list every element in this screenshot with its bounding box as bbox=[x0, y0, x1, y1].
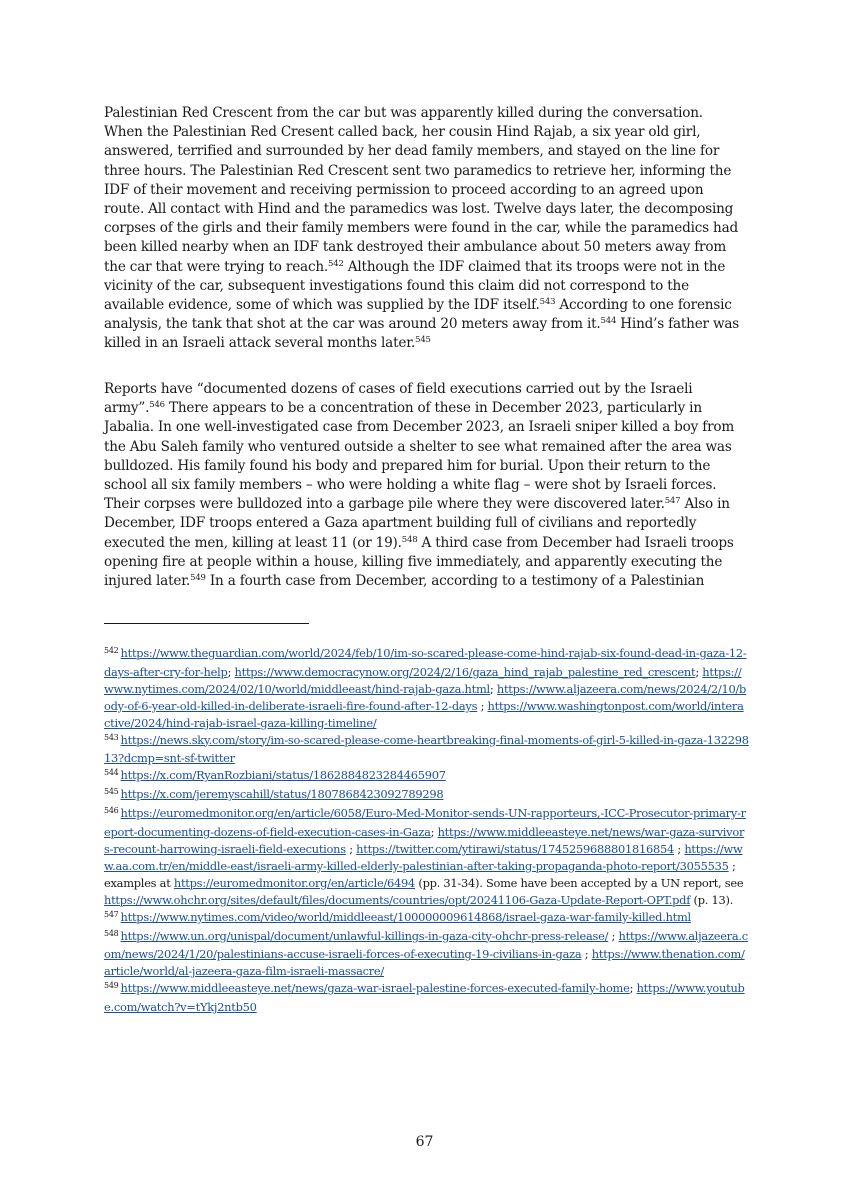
body-paragraph-2 bbox=[104, 380, 744, 605]
footnote-reference[interactable]: 547 bbox=[664, 496, 681, 507]
footnote-link[interactable]: https://www.thenation.com/article/world/al-jazeera-gaza-film-israeli-massacre/ bbox=[104, 947, 745, 979]
footnote-548 bbox=[104, 928, 749, 981]
footnote-link[interactable]: https://www.middleeasteye.net/news/war-gaza-survivors-recount-harrowing-israeli-field-executions bbox=[104, 825, 745, 856]
footnote-text: ; bbox=[608, 928, 619, 943]
text-run: Although the IDF claimed that its troops were not in the vicinity of the car, subsequent investigations found this claim did not correspond to the available evidence, some of which was supplied by the IDF itself. bbox=[104, 258, 726, 314]
footnote-link[interactable]: https://news.sky.com/story/im-so-scared-please-come-heartbreaking-final-moments-of-girl-5-killed-in-gaza-13229813?dcmp=snt-sf-twitter bbox=[104, 732, 749, 766]
footnote-link[interactable]: https://twitter.com/ytirawi/status/1745259688801816854 bbox=[356, 841, 674, 856]
footnote-547 bbox=[104, 909, 749, 928]
footnote-link[interactable]: https://euromedmonitor.org/en/article/6058/Euro-Med-Monitor-sends-UN-rapporteurs,-ICC-Prosecutor-primary-report-documenting-dozens-of-field-execution-cases-in-Gaza bbox=[104, 806, 746, 840]
footnote-reference[interactable]: 542 bbox=[328, 258, 344, 269]
footnote-link[interactable]: https://x.com/jeremyscahill/status/1807868423092789298 bbox=[120, 787, 444, 802]
text-run: There appears to be a concentration of these in December 2023, particularly in Jabalia. In one well-investigated case from December 2023, an Israeli sniper killed a boy from the Abu Saleh family who ventured outside a shelter to see what remained after the area was bulldozed. His family found his body and prepared him for burial. Upon their return to the school all six family members – who were holding a white flag – were shot by Israeli forces. Their corpses were bulldozed into a garbage pile where they were discovered later. bbox=[104, 400, 735, 513]
footnote-reference[interactable]: 546 bbox=[149, 400, 165, 411]
page-number: 67 bbox=[415, 1134, 434, 1150]
footnote-text: ; bbox=[489, 681, 497, 696]
footnote-text: ; bbox=[581, 947, 592, 962]
text-run: A third case from December had Israeli troops opening fire at people within a house, killing five immediately, and apparently executing the injured later. bbox=[104, 534, 734, 590]
footnotes-section bbox=[104, 645, 749, 1016]
footnote-reference[interactable]: 548 bbox=[401, 534, 418, 545]
footnote-number: 546 bbox=[104, 806, 119, 816]
footnote-text: ; bbox=[227, 664, 235, 679]
footnote-544 bbox=[104, 767, 749, 786]
footnote-text: ; bbox=[345, 841, 357, 856]
footnote-link[interactable]: https://www.nytimes.com/video/world/middleeast/100000009614868/israel-gaza-war-family-killed.html bbox=[120, 909, 691, 924]
footnote-link[interactable]: https://www.middleeasteye.net/news/gaza-war-israel-palestine-forces-executed-family-home bbox=[120, 981, 630, 996]
footnote-link[interactable]: https://www.aljazeera.com/news/2024/1/20/palestinians-accuse-israeli-forces-of-executing-19-civilians-in-gaza bbox=[104, 928, 748, 962]
footnote-reference[interactable]: 544 bbox=[600, 316, 617, 327]
paragraph-text bbox=[104, 380, 744, 591]
footnote-546 bbox=[104, 805, 749, 908]
body-paragraph-1 bbox=[104, 104, 744, 368]
footnote-text: (pp. 31-34). Some have been accepted by a UN report, see bbox=[415, 875, 744, 890]
footnote-number: 544 bbox=[104, 768, 119, 778]
footnote-number: 547 bbox=[104, 909, 119, 919]
footnote-link[interactable]: https://euromedmonitor.org/en/article/6494 bbox=[173, 875, 416, 890]
footnote-reference[interactable]: 549 bbox=[190, 573, 206, 584]
footnote-link[interactable]: https://www.aljazeera.com/news/2024/2/10/body-of-6-year-old-killed-in-deliberate-israeli-fire-found-after-12-days bbox=[104, 681, 747, 713]
footnote-number: 549 bbox=[104, 981, 119, 991]
footnote-number: 545 bbox=[104, 787, 119, 797]
footnote-text: ; bbox=[430, 825, 438, 840]
footnote-text: ; bbox=[695, 664, 703, 679]
footnote-number: 548 bbox=[104, 928, 119, 938]
text-run: Palestinian Red Crescent from the car but was apparently killed during the conversation. When the Palestinian Red Cresent called back, her cousin Hind Rajab, a six year old girl, answered, terrified and surrounded by her dead family members, and stayed on the line for three hours. The Palestinian Red Crescent sent two paramedics to retrieve her, informing the IDF of their movement and receiving permission to proceed according to an agreed upon route. All contact with Hind and the paramedics was lost. Twelve days later, the decomposing corpses of the girls and their family members were found in the car, while the paramedics had been killed nearby when an IDF tank destroyed their ambulance about 50 meters away from the car that were trying to reach. bbox=[104, 105, 738, 275]
footnote-link[interactable]: https://www.democracynow.org/2024/2/16/gaza_hind_rajab_palestine_red_crescent bbox=[234, 664, 696, 679]
footnote-text: ; examples at bbox=[104, 858, 736, 890]
text-run: Reports have “documented dozens of cases of field executions carried out by the Israeli army”. bbox=[104, 381, 693, 417]
footnote-text: ; bbox=[629, 981, 637, 996]
text-run: Hind’s father was killed in an Israeli attack several months later. bbox=[104, 316, 740, 352]
footnote-link[interactable]: https://www.youtube.com/watch?v=tYkj2ntb50 bbox=[104, 981, 745, 1015]
footnote-reference[interactable]: 545 bbox=[415, 335, 431, 346]
footnote-text: ; bbox=[477, 698, 488, 713]
footnote-separator bbox=[104, 623, 309, 624]
footnote-text: (p. 13). bbox=[690, 892, 734, 907]
paragraph-text bbox=[104, 104, 744, 354]
footnote-link[interactable]: https://x.com/RyanRozbiani/status/1862884823284465907 bbox=[120, 768, 446, 783]
footnote-link[interactable]: https://www.theguardian.com/world/2024/feb/10/im-so-scared-please-come-hind-rajab-six-found-dead-in-gaza-12-days-after-cry-for-help bbox=[104, 646, 747, 679]
footnote-link[interactable]: https://www.aa.com.tr/en/middle-east/israeli-army-killed-elderly-palestinian-after-taking-propaganda-photo-report/3055535 bbox=[104, 841, 743, 873]
text-run: In a fourth case from December, according to a testimony of a Palestinian bbox=[205, 573, 705, 590]
footnote-text: ; bbox=[674, 841, 685, 856]
footnote-link[interactable]: https://www.ohchr.org/sites/default/files/documents/countries/opt/20241106-Gaza-Update-Report-OPT.pdf bbox=[104, 892, 691, 907]
footnote-link[interactable]: https://www.washingtonpost.com/world/interactive/2024/hind-rajab-israel-gaza-killing-timeline/ bbox=[104, 698, 744, 730]
footnote-545 bbox=[104, 786, 749, 805]
footnote-link[interactable]: https://www.nytimes.com/2024/02/10/world/middleeast/hind-rajab-gaza.html bbox=[104, 664, 742, 696]
footnote-543 bbox=[104, 732, 749, 768]
footnote-549 bbox=[104, 980, 749, 1016]
footnote-542 bbox=[104, 645, 749, 732]
footnote-number: 542 bbox=[104, 646, 119, 655]
footnote-link[interactable]: https://www.un.org/unispal/document/unlawful-killings-in-gaza-city-ohchr-press-release/ bbox=[120, 928, 609, 943]
footnote-number: 543 bbox=[104, 732, 119, 742]
text-run: Also in December, IDF troops entered a Gaza apartment building full of civilians and reportedly executed the men, killing at least 11 (or 19). bbox=[104, 496, 730, 551]
footnote-reference[interactable]: 543 bbox=[539, 297, 556, 308]
text-run: According to one forensic analysis, the tank that shot at the car was around 20 meters away from it. bbox=[104, 297, 732, 333]
